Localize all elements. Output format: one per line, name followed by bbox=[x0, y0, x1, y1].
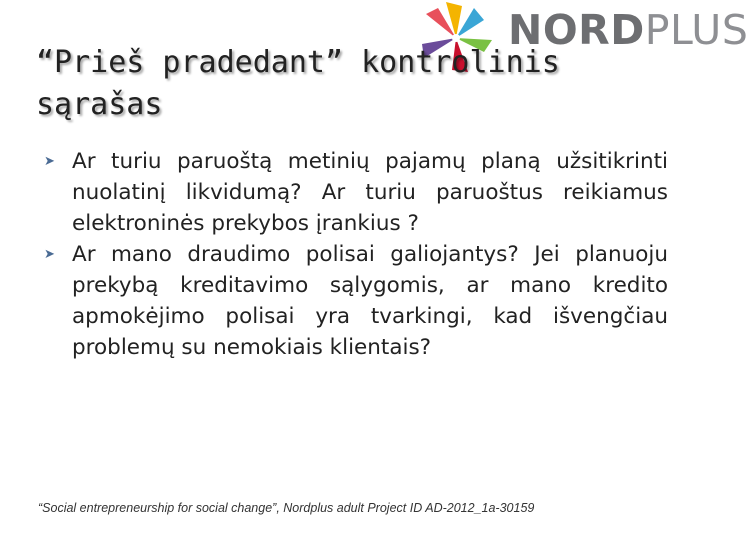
logo-nord-text: NORD bbox=[508, 6, 645, 54]
bullet-item bbox=[44, 239, 668, 363]
bullet-text: Ar mano draudimo polisai galiojantys? Jei planuoju prekybą kreditavimo sąlygomis, ar mano kredito apmokėjimo polisai yra tvarkingi, kad išvengčiau problemų su nemokiais klientais? bbox=[72, 242, 668, 360]
arrow-bullet-icon: ➤ bbox=[44, 247, 55, 262]
bullet-text: Ar turiu paruoštą metinių pajamų planą užsitikrinti nuolatinį likvidumą? Ar turiu paruoštus reikiamus elektroninės prekybos įrankius ? bbox=[72, 149, 668, 236]
bullet-list bbox=[44, 146, 668, 363]
bullet-item bbox=[44, 146, 668, 239]
slide-title: “Prieš pradedant” kontrolinis sąrašas bbox=[36, 45, 560, 122]
logo-plus-text: PLUS bbox=[644, 6, 748, 54]
arrow-bullet-icon: ➤ bbox=[44, 154, 55, 169]
footer-credit: “Social entrepreneurship for social change”, Nordplus adult Project ID AD-2012_1a-30159 bbox=[38, 501, 535, 515]
